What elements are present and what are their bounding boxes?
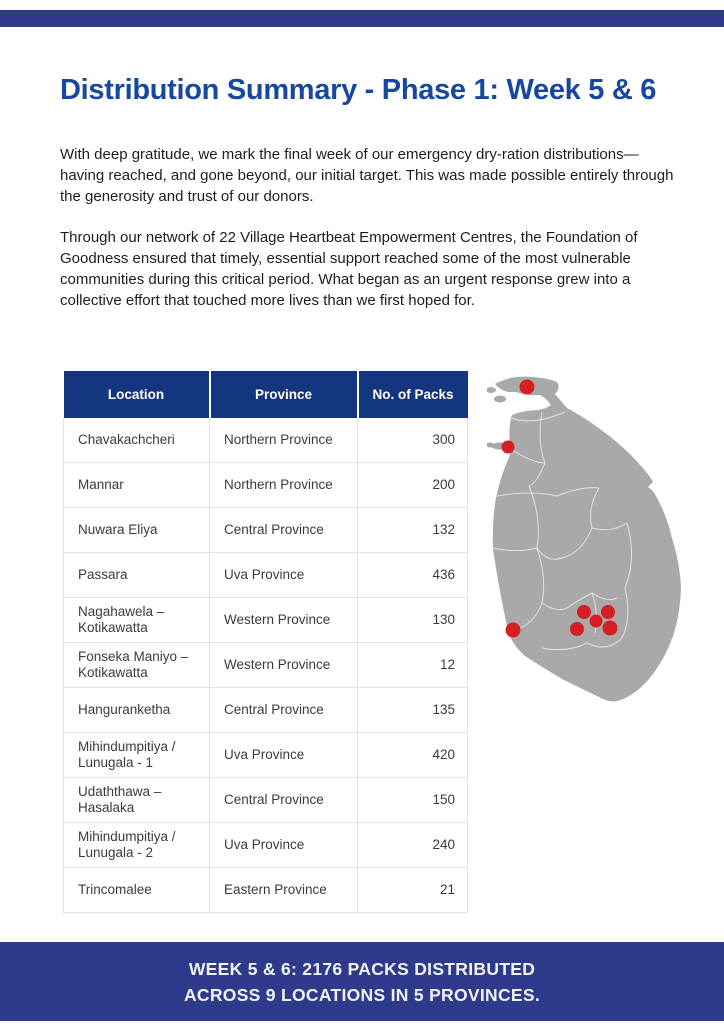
- header-packs: No. of Packs: [358, 371, 468, 418]
- table-row: [64, 733, 468, 778]
- location-cell: Hanguranketha: [64, 688, 210, 733]
- distribution-marker: [520, 380, 535, 395]
- table-row: [64, 823, 468, 868]
- packs-cell: 150: [358, 778, 468, 823]
- province-cell: Northern Province: [210, 418, 358, 463]
- table-row: [64, 778, 468, 823]
- packs-cell: 21: [358, 868, 468, 913]
- distribution-marker: [506, 623, 521, 638]
- province-cell: Central Province: [210, 778, 358, 823]
- distribution-marker: [570, 622, 584, 636]
- network-paragraph: Through our network of 22 Village Heartbeat Empowerment Centres, the Foundation of Goodness ensured that timely, essential support reached some of the most vulnerable communities during this critical period. What began as an urgent response grew into a collective effort that touched more lives than we first hoped for.: [60, 229, 638, 309]
- distribution-table: [63, 371, 468, 913]
- packs-cell: 300: [358, 418, 468, 463]
- location-cell: Trincomalee: [64, 868, 210, 913]
- location-cell: Udaththawa – Hasalaka: [64, 778, 210, 823]
- table-header-row: [64, 371, 468, 418]
- location-cell: Nuwara Eliya: [64, 508, 210, 553]
- packs-cell: 132: [358, 508, 468, 553]
- table-row: [64, 553, 468, 598]
- intro-paragraph: With deep gratitude, we mark the final week of our emergency dry-ration distributions—having reached, and gone beyond, our initial target. This was made possible entirely through the generosity and trust of our donors.: [60, 146, 674, 205]
- footer-line-1: WEEK 5 & 6: 2176 PACKS DISTRIBUTED: [188, 958, 536, 979]
- location-cell: Passara: [64, 553, 210, 598]
- packs-cell: 436: [358, 553, 468, 598]
- province-cell: Western Province: [210, 643, 358, 688]
- offshore-island: [487, 387, 496, 393]
- distribution-marker: [590, 615, 603, 628]
- distribution-marker: [502, 441, 515, 454]
- packs-cell: 240: [358, 823, 468, 868]
- footer-line-2: ACROSS 9 LOCATIONS IN 5 PROVINCES.: [183, 984, 541, 1005]
- province-cell: Northern Province: [210, 463, 358, 508]
- province-cell: Western Province: [210, 598, 358, 643]
- distribution-marker: [601, 605, 615, 619]
- table-row: [64, 868, 468, 913]
- table-row: [64, 508, 468, 553]
- distribution-marker: [603, 621, 618, 636]
- location-cell: Mihindumpitiya / Lunugala - 2: [64, 823, 210, 868]
- location-cell: Mannar: [64, 463, 210, 508]
- summary-footer: [0, 942, 724, 1021]
- header-location: Location: [64, 371, 210, 418]
- sri-lanka-map: [487, 368, 705, 703]
- island-silhouette: [490, 377, 681, 702]
- distribution-marker: [577, 605, 591, 619]
- province-cell: Central Province: [210, 688, 358, 733]
- location-cell: Fonseka Maniyo – Kotikawatta: [64, 643, 210, 688]
- table-row: [64, 463, 468, 508]
- packs-cell: 200: [358, 463, 468, 508]
- province-cell: Uva Province: [210, 823, 358, 868]
- offshore-island: [494, 396, 506, 403]
- page-title: Distribution Summary - Phase 1: Week 5 & 6: [60, 74, 657, 106]
- province-cell: Eastern Province: [210, 868, 358, 913]
- table-row: [64, 598, 468, 643]
- location-cell: Chavakachcheri: [64, 418, 210, 463]
- province-cell: Uva Province: [210, 733, 358, 778]
- province-cell: Central Province: [210, 508, 358, 553]
- province-cell: Uva Province: [210, 553, 358, 598]
- table-row: [64, 643, 468, 688]
- header-province: Province: [210, 371, 358, 418]
- table-row: [64, 418, 468, 463]
- top-accent-bar: [0, 10, 724, 27]
- table-row: [64, 688, 468, 733]
- packs-cell: 135: [358, 688, 468, 733]
- packs-cell: 130: [358, 598, 468, 643]
- packs-cell: 420: [358, 733, 468, 778]
- location-cell: Nagahawela – Kotikawatta: [64, 598, 210, 643]
- location-cell: Mihindumpitiya / Lunugala - 1: [64, 733, 210, 778]
- packs-cell: 12: [358, 643, 468, 688]
- table-body: [64, 418, 468, 913]
